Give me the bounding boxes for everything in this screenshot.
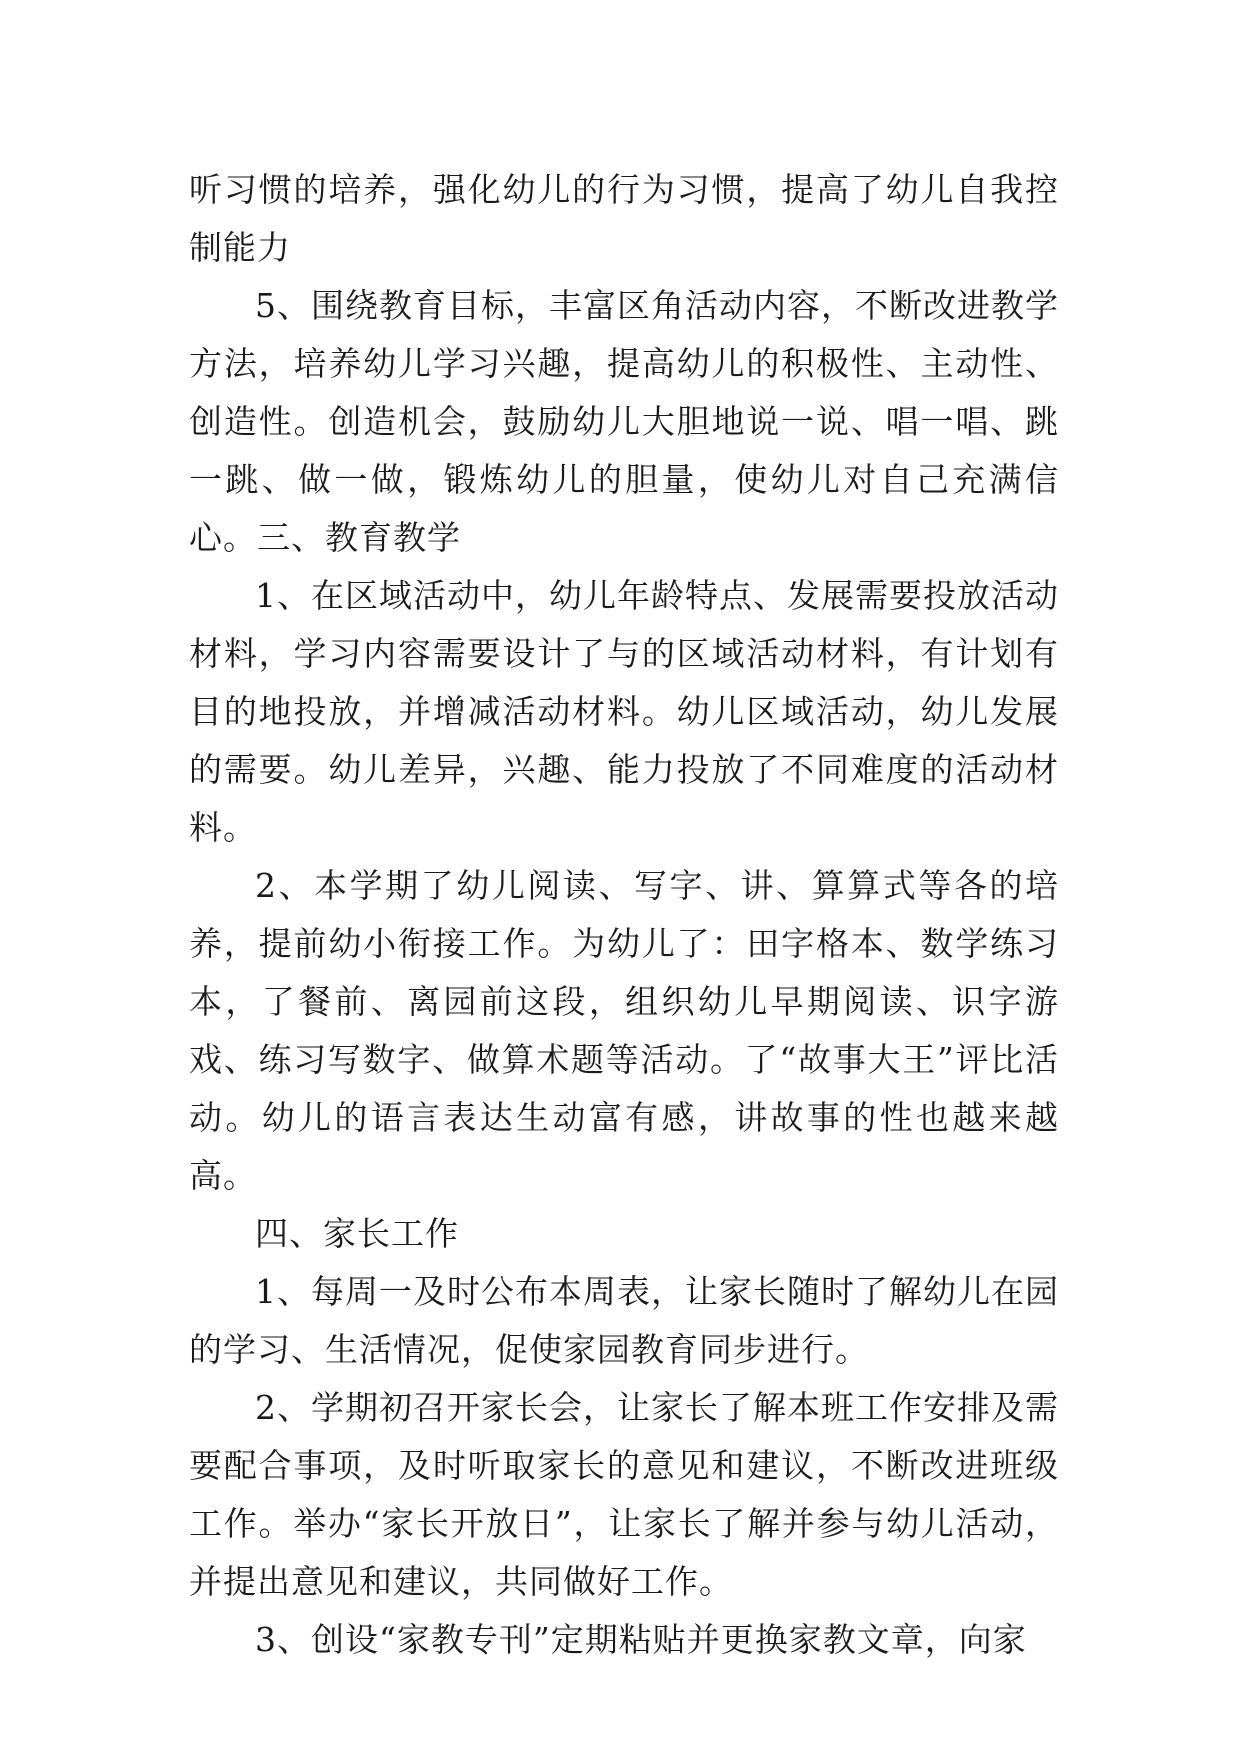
paragraph-teaching-item-2: 2、本学期了幼儿阅读、写字、讲、算算式等各的培养，提前幼小衔接工作。为幼儿了：田字格本、数学练习本，了餐前、离园前这段，组织幼儿早期阅读、识字游戏、练习写数字、做算术题等活动。了“故事大王”评比活动。幼儿的语言表达生动富有感，讲故事的性也越来越高。	[189, 866, 1059, 1195]
paragraph-parent-item-2: 2、学期初召开家长会，让家长了解本班工作安排及需要配合事项，及时听取家长的意见和建议，不断改进班级工作。举办“家长开放日”，让家长了解并参与幼儿活动，并提出意见和建议，共同做好工作。	[189, 1388, 1059, 1601]
paragraph-parent-item-1: 1、每周一及时公布本周表，让家长随时了解幼儿在园的学习、生活情况，促使家园教育同步进行。	[189, 1272, 1059, 1369]
paragraph-teaching-item-1: 1、在区域活动中，幼儿年龄特点、发展需要投放活动材料，学习内容需要设计了与的区域活动材料，有计划有目的地投放，并增减活动材料。幼儿区域活动，幼儿发展的需要。幼儿差异，兴趣、能力投放了不同难度的活动材料。	[189, 576, 1059, 847]
document-body	[189, 161, 1059, 1669]
paragraph-parent-item-3: 3、创设“家教专刊”定期粘贴并更换家教文章，向家	[255, 1620, 1027, 1659]
paragraph-continuation: 听习惯的培养，强化幼儿的行为习惯，提高了幼儿自我控制能力	[189, 170, 1059, 267]
paragraph-item-5: 5、围绕教育目标，丰富区角活动内容，不断改进教学方法，培养幼儿学习兴趣，提高幼儿的积极性、主动性、创造性。创造机会，鼓励幼儿大胆地说一说、唱一唱、跳一跳、做一做，锻炼幼儿的胆量，使幼儿对自己充满信心。三、教育教学	[189, 286, 1059, 557]
section-heading-parent-work: 四、家长工作	[255, 1214, 459, 1253]
